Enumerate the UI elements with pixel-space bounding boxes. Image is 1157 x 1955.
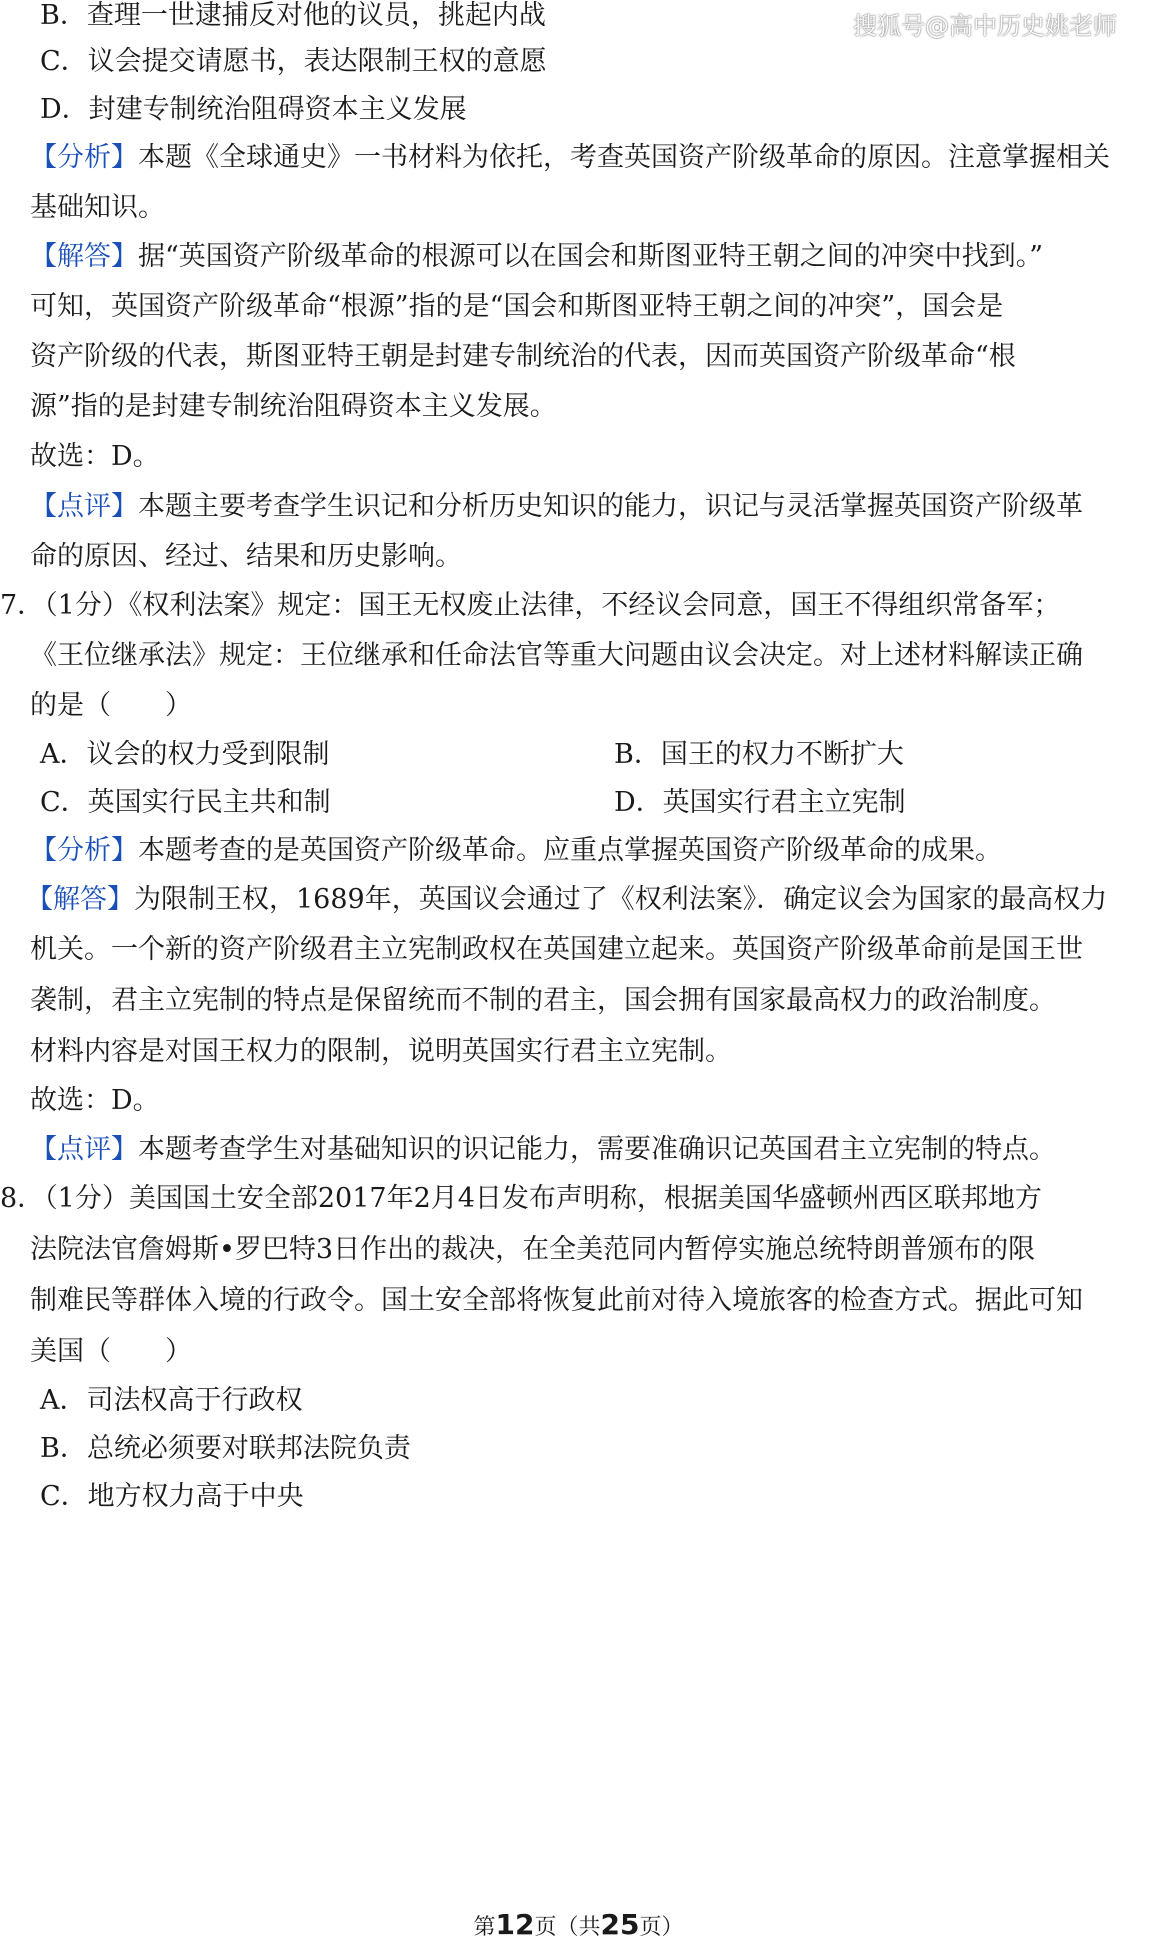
q8-option-a: A．司法权高于行政权 <box>40 1385 303 1416</box>
q7-choice: 故选：D。 <box>30 1085 160 1116</box>
q7-number: 7． <box>0 590 45 621</box>
q7-option-a: A．议会的权力受到限制 <box>40 739 330 770</box>
q7-option-d: D．英国实行君主立宪制 <box>614 787 906 818</box>
analysis-tag: 【分析】 <box>30 835 138 866</box>
answer-tag: 【解答】 <box>26 884 134 915</box>
q6-option-d: D．封建专制统治阻碍资本主义发展 <box>40 94 467 125</box>
comment-tag: 【点评】 <box>30 1134 138 1165</box>
q8-stem-line-2: 法院法官詹姆斯•罗巴特3日作出的裁决，在全美范同内暂停实施总统特朗普颁布的限 <box>30 1234 1036 1265</box>
q7-option-b: B．国王的权力不断扩大 <box>614 739 904 770</box>
q8-stem-line-3: 制难民等群体入境的行政令。国土安全部将恢复此前对待入境旅客的检查方式。据此可知 <box>30 1285 1083 1316</box>
q7-stem: 7．（1分）《权利法案》规定：国王无权废止法律，不经议会同意，国王不得组织常备军； <box>0 590 1061 621</box>
q8-option-c: C．地方权力高于中央 <box>40 1481 304 1512</box>
q8-number: 8． <box>0 1183 45 1214</box>
q7-analysis: 【分析】本题考查的是英国资产阶级革命。应重点掌握英国资产阶级革命的成果。 <box>30 835 1002 866</box>
q6-choice: 故选：D。 <box>30 441 160 472</box>
q6-comment: 【点评】本题主要考查学生识记和分析历史知识的能力，识记与灵活掌握英国资产阶级革 <box>30 491 1083 522</box>
q8-stem: 8．（1分）美国国土安全部2017年2月4日发布声明称，根据美国华盛顿州西区联邦地方 <box>0 1183 1042 1214</box>
page-footer: 第12页（共25页） <box>473 1908 684 1941</box>
q7-answer-line-2: 机关。一个新的资产阶级君主立宪制政权在英国建立起来。英国资产阶级革命前是国王世 <box>30 934 1083 965</box>
q6-comment-cont: 命的原因、经过、结果和历史影响。 <box>30 541 462 572</box>
comment-tag: 【点评】 <box>30 491 138 522</box>
q6-analysis-cont: 基础知识。 <box>30 192 165 223</box>
q7-answer-line-3: 袭制，君主立宪制的特点是保留统而不制的君主，国会拥有国家最高权力的政治制度。 <box>30 985 1056 1016</box>
page-total: 25 <box>600 1908 640 1941</box>
q8-option-b: B．总统必须要对联邦法院负责 <box>40 1433 411 1464</box>
q8-stem-line-4: 美国（ ） <box>30 1336 192 1367</box>
analysis-tag: 【分析】 <box>30 142 138 173</box>
q6-analysis: 【分析】本题《全球通史》一书材料为依托，考查英国资产阶级革命的原因。注意掌握相关 <box>30 142 1110 173</box>
q6-answer-line-2: 可知，英国资产阶级革命“根源”指的是“国会和斯图亚特王朝之间的冲突”，国会是 <box>30 291 1004 322</box>
q7-stem-line-3: 的是（ ） <box>30 690 192 721</box>
answer-tag: 【解答】 <box>30 241 138 272</box>
q6-option-c: C．议会提交请愿书，表达限制王权的意愿 <box>40 46 547 77</box>
page-number: 12 <box>495 1908 535 1941</box>
q7-answer-line-4: 材料内容是对国王权力的限制，说明英国实行君主立宪制。 <box>30 1036 732 1067</box>
q6-answer: 【解答】据“英国资产阶级革命的根源可以在国会和斯图亚特王朝之间的冲突中找到。” <box>30 241 1044 272</box>
q6-answer-line-4: 源”指的是封建专制统治阻碍资本主义发展。 <box>30 391 557 422</box>
q6-option-b: B．查理一世逮捕反对他的议员，挑起内战 <box>40 0 546 31</box>
q7-comment: 【点评】本题考查学生对基础知识的识记能力，需要准确识记英国君主立宪制的特点。 <box>30 1134 1056 1165</box>
q7-answer: 【解答】为限制王权，1689年，英国议会通过了《权利法案》．确定议会为国家的最高权力 <box>26 884 1108 915</box>
q6-answer-line-3: 资产阶级的代表，斯图亚特王朝是封建专制统治的代表，因而英国资产阶级革命“根 <box>30 341 1016 372</box>
watermark: 搜狐号@高中历史姚老师 <box>853 12 1117 40</box>
q7-option-c: C．英国实行民主共和制 <box>40 787 331 818</box>
q7-stem-line-2: 《王位继承法》规定：王位继承和任命法官等重大问题由议会决定。对上述材料解读正确 <box>30 640 1083 671</box>
